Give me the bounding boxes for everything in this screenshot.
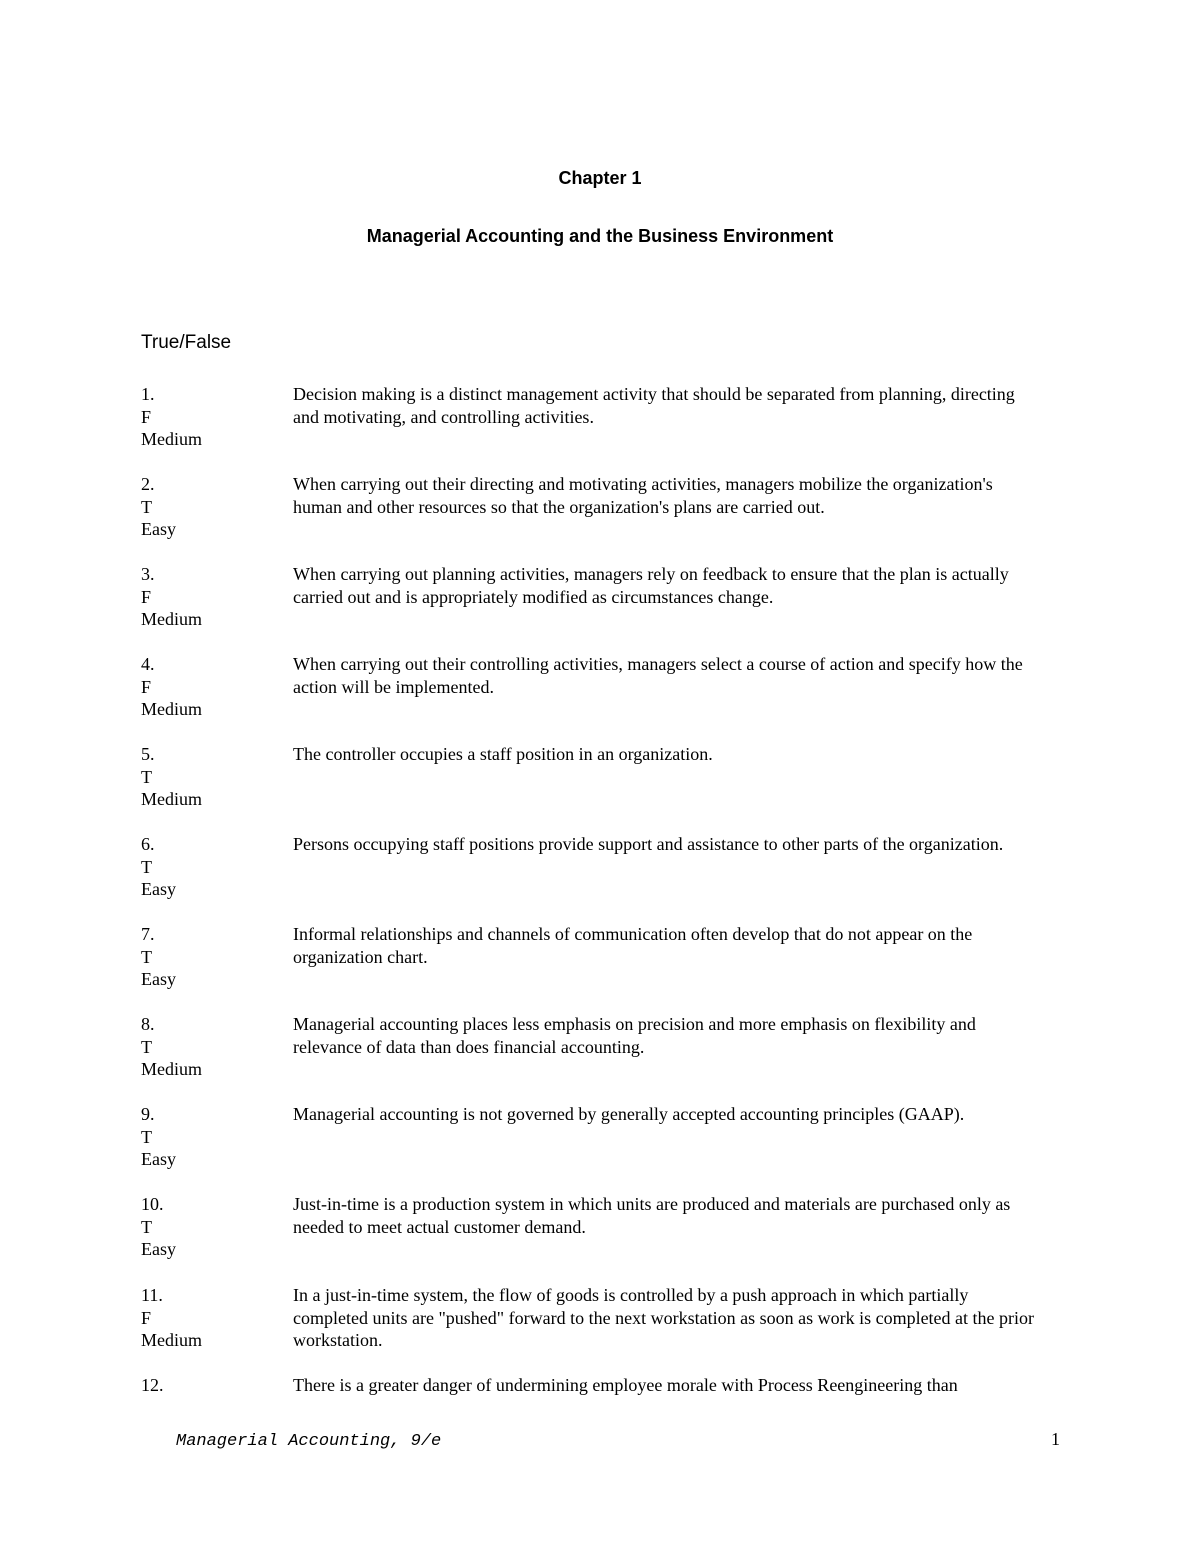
- question-difficulty: Medium: [141, 609, 202, 630]
- question-text: Decision making is a distinct management activity that should be separated from planning, directing and motivating, and controlling activities.: [293, 384, 1015, 427]
- question-text: In a just-in-time system, the flow of goods is controlled by a push approach in which partially completed units are "pushed" forward to the next workstation as soon as work is completed at the prior workstation.: [293, 1285, 1035, 1351]
- question-difficulty: Medium: [141, 1330, 202, 1351]
- question-number: 6.: [141, 834, 155, 854]
- question-answer: F: [141, 1307, 152, 1328]
- question-number: 4.: [141, 654, 155, 674]
- question-answer: T: [141, 856, 152, 877]
- question-meta: [141, 563, 281, 631]
- question-number: 7.: [141, 924, 155, 944]
- question-answer: T: [141, 766, 152, 787]
- question-difficulty: Easy: [141, 1149, 176, 1170]
- question-meta: [141, 923, 281, 991]
- question-difficulty: Easy: [141, 519, 176, 540]
- question-number: 2.: [141, 474, 155, 494]
- question-answer: T: [141, 1216, 152, 1237]
- question-number: 8.: [141, 1014, 155, 1034]
- question-number: 9.: [141, 1104, 155, 1124]
- question-meta: [141, 653, 281, 721]
- question-answer: T: [141, 946, 152, 967]
- question-meta: [141, 473, 281, 541]
- question-answer: F: [141, 406, 152, 427]
- question-text: When carrying out planning activities, managers rely on feedback to ensure that the plan is actually carried out and is appropriately modified as circumstances change.: [293, 564, 1009, 607]
- question-number: 3.: [141, 564, 155, 584]
- question-meta: [141, 1013, 281, 1081]
- question-number: 12.: [141, 1375, 164, 1395]
- question-difficulty: Easy: [141, 1239, 176, 1260]
- question-text: When carrying out their controlling activities, managers select a course of action and specify how the action will be implemented.: [293, 654, 1023, 697]
- question-answer: F: [141, 676, 152, 697]
- question-number: 1.: [141, 384, 155, 404]
- question-text: The controller occupies a staff position in an organization.: [293, 744, 713, 764]
- question-meta: [141, 1103, 281, 1171]
- question-text: Informal relationships and channels of communication often develop that do not appear on the organization chart.: [293, 924, 973, 967]
- footer-page-number: 1: [1051, 1429, 1060, 1449]
- question-difficulty: Medium: [141, 789, 202, 810]
- chapter-heading: Chapter 1: [558, 168, 642, 188]
- question-answer: T: [141, 1036, 152, 1057]
- question-answer: T: [141, 1126, 152, 1147]
- chapter-title: Managerial Accounting and the Business Environment: [366, 226, 834, 246]
- question-answer: T: [141, 496, 152, 517]
- question-number: 5.: [141, 744, 155, 764]
- question-text: Just-in-time is a production system in which units are produced and materials are purchased only as needed to meet actual customer demand.: [293, 1194, 1011, 1237]
- question-meta: [141, 1374, 281, 1397]
- section-title: True/False: [141, 332, 232, 353]
- question-meta: [141, 833, 281, 901]
- question-text: Persons occupying staff positions provide support and assistance to other parts of the organization.: [293, 834, 1004, 854]
- question-number: 11.: [141, 1285, 163, 1305]
- question-difficulty: Easy: [141, 879, 176, 900]
- footer-book-title: Managerial Accounting, 9/e: [176, 1432, 442, 1451]
- question-difficulty: Easy: [141, 969, 176, 990]
- question-number: 10.: [141, 1194, 164, 1214]
- question-difficulty: Medium: [141, 1059, 202, 1080]
- question-answer: F: [141, 586, 152, 607]
- question-text: There is a greater danger of undermining employee morale with Process Reengineering than: [293, 1375, 958, 1395]
- question-meta: [141, 743, 281, 811]
- question-text: Managerial accounting places less emphasis on precision and more emphasis on flexibility and relevance of data than does financial accounting.: [293, 1014, 976, 1057]
- question-meta: [141, 383, 281, 451]
- question-text: Managerial accounting is not governed by generally accepted accounting principles (GAAP).: [293, 1104, 965, 1124]
- question-meta: [141, 1284, 281, 1352]
- question-difficulty: Medium: [141, 429, 202, 450]
- question-difficulty: Medium: [141, 699, 202, 720]
- question-text: When carrying out their directing and motivating activities, managers mobilize the organization's human and other resources so that the organization's plans are carried out.: [293, 474, 993, 517]
- question-meta: [141, 1193, 281, 1261]
